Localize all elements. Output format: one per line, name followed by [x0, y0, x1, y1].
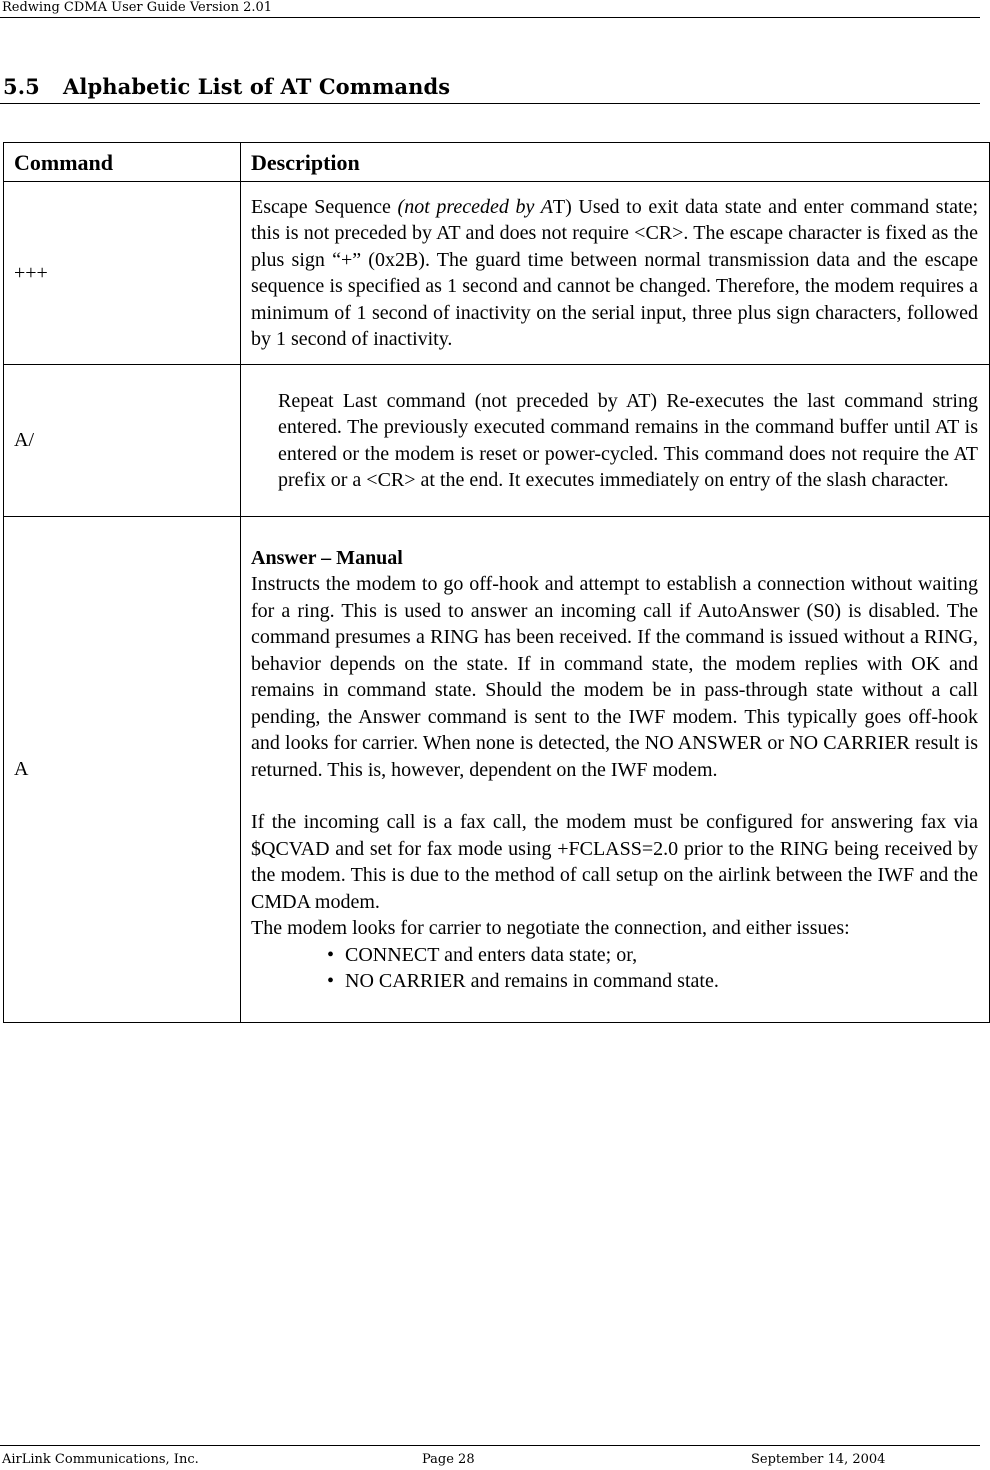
running-header: Redwing CDMA User Guide Version 2.01 — [2, 0, 273, 15]
table-row — [4, 365, 990, 517]
header-divider — [0, 17, 980, 18]
section-number: 5.5 — [3, 74, 40, 99]
description-paragraph: The modem looks for carrier to negotiate the connection, and either issues: — [251, 917, 850, 939]
paragraph-spacer — [251, 783, 978, 809]
description-cell — [241, 182, 990, 365]
footer-page-number: Page 28 — [422, 1452, 475, 1467]
footer-divider — [0, 1445, 980, 1446]
description-cell: Repeat Last command (not preceded by AT) Re-executes the last command string entered. The previously executed command remains in the command buffer until AT is entered or the modem is reset or power-cycled. This command does not require the AT prefix or a <CR> at the end. It executes immediately on entry of the slash character. — [241, 365, 990, 517]
result-list — [251, 942, 978, 995]
description-heading: Answer – Manual — [251, 546, 403, 569]
description-text: Escape Sequence — [251, 195, 398, 218]
description-paragraph: If the incoming call is a fax call, the modem must be configured for answering fax via $QCVAD and set for fax mode using +FCLASS=2.0 prior to the RING being received by the modem. This is due to the method of call setup on the airlink between the IWF and the CMDA modem. — [251, 811, 978, 913]
at-commands-table — [3, 142, 990, 1023]
section-heading — [3, 74, 450, 100]
command-cell: A/ — [4, 365, 241, 517]
description-cell — [241, 517, 990, 1023]
footer-company: AirLink Communications, Inc. — [2, 1452, 199, 1467]
table-header-row — [4, 143, 990, 182]
description-text: T) Used to exit data state and enter command state; this is not preceded by AT and does not require <CR>. The escape character is fixed as the plus sign “+” (0x2B). The guard time between normal transmission data and the escape sequence is specified as 1 second and cannot be changed. Therefore, the modem requires a minimum of 1 second of inactivity on the serial input, three plus sign characters, followed by 1 second of inactivity. — [251, 195, 978, 350]
command-cell: +++ — [4, 182, 241, 365]
footer-date: September 14, 2004 — [751, 1452, 886, 1467]
description-italic-text: (not preceded by A — [397, 195, 553, 218]
list-item: • NO CARRIER and remains in command state. — [325, 968, 978, 995]
column-header-command: Command — [4, 143, 241, 182]
description-paragraph: Instructs the modem to go off-hook and attempt to establish a connection without waiting for a ring. This is used to answer an incoming call if AutoAnswer (S0) is disabled. The command presumes a RING has been received. If the command is issued without a RING, behavior depends on the state. If in command state, the modem replies with OK and remains in command state. Should the modem be in pass-through state without a call pending, the Answer command is sent to the IWF modem. This typically goes off-hook and looks for carrier. When none is detected, the NO ANSWER or NO CARRIER result is returned. This is, however, dependent on the IWF modem. — [251, 573, 978, 781]
section-divider — [0, 103, 980, 104]
list-item: • CONNECT and enters data state; or, — [325, 942, 978, 969]
table-row — [4, 517, 990, 1023]
table-row — [4, 182, 990, 365]
section-title: Alphabetic List of AT Commands — [63, 74, 451, 99]
command-cell: A — [4, 517, 241, 1023]
column-header-description: Description — [241, 143, 990, 182]
